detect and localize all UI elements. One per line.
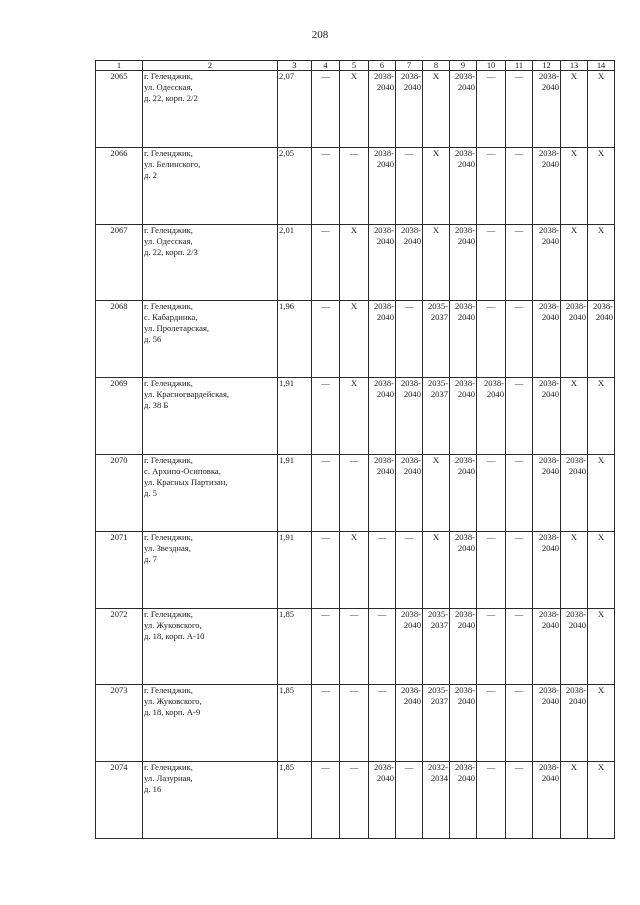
address-line: д. 38 Б <box>144 400 169 411</box>
address-cell <box>143 301 278 378</box>
area-cell: 1,91 <box>278 454 312 531</box>
address-cell <box>143 224 278 301</box>
address-line: д. 22, корп. 2/2 <box>144 93 198 103</box>
column-header: 13 <box>561 61 588 71</box>
schedule-cell: 2038- 2040 <box>450 454 477 531</box>
schedule-cell: 2035- 2037 <box>423 378 450 455</box>
schedule-cell: 2035- 2037 <box>423 685 450 762</box>
schedule-cell: 2038- 2040 <box>533 71 561 148</box>
schedule-cell: — <box>506 531 533 608</box>
schedule-cell: 2038- 2040 <box>396 378 423 455</box>
schedule-cell: — <box>312 685 340 762</box>
page-number: 208 <box>311 29 329 41</box>
area-cell: 1,85 <box>278 608 312 685</box>
schedule-cell: 2038- 2040 <box>588 301 615 378</box>
schedule-cell: 2038- 2040 <box>533 224 561 301</box>
schedule-cell: — <box>396 531 423 608</box>
area-cell: 1,85 <box>278 685 312 762</box>
address-line: д. 56 <box>144 334 162 345</box>
schedule-cell: 2038- 2040 <box>561 454 588 531</box>
schedule-cell: — <box>506 762 533 839</box>
schedule-cell: 2038- 2040 <box>533 301 561 378</box>
table-row <box>96 685 615 762</box>
address-line: ул. Красных Партизан, <box>144 476 228 487</box>
schedule-cell: X <box>423 224 450 301</box>
address-line: г. Геленджик, <box>144 301 193 312</box>
address-line: г. Геленджик, <box>144 531 193 542</box>
schedule-cell: 2038- 2040 <box>369 147 396 224</box>
schedule-cell: 2038- 2040 <box>533 685 561 762</box>
schedule-cell: X <box>588 762 615 839</box>
address-cell <box>143 147 278 224</box>
schedule-cell: 2038- 2040 <box>533 531 561 608</box>
address-line: д. 22, корп. 2/3 <box>144 246 198 257</box>
schedule-cell: — <box>312 378 340 455</box>
column-header: 6 <box>369 61 396 71</box>
schedule-cell: 2038- 2040 <box>450 71 477 148</box>
schedule-cell: 2038- 2040 <box>396 224 423 301</box>
schedule-cell: — <box>396 762 423 839</box>
address-line: г. Геленджик, <box>144 762 193 773</box>
column-header: 2 <box>143 61 278 71</box>
address-line: ул. Белинского, <box>144 158 201 169</box>
schedule-cell: — <box>312 531 340 608</box>
table-row <box>96 147 615 224</box>
column-header: 7 <box>396 61 423 71</box>
schedule-cell: 2038- 2040 <box>533 608 561 685</box>
schedule-cell: — <box>340 608 369 685</box>
address-cell <box>143 608 278 685</box>
schedule-cell: X <box>561 147 588 224</box>
table-row <box>96 531 615 608</box>
schedule-cell: — <box>506 71 533 148</box>
schedule-cell: 2038- 2040 <box>450 608 477 685</box>
schedule-cell: X <box>588 685 615 762</box>
schedule-cell: 2038- 2040 <box>450 224 477 301</box>
address-line: ул. Жуковского, <box>144 619 202 630</box>
schedule-cell: — <box>312 147 340 224</box>
schedule-cell: X <box>340 224 369 301</box>
schedule-cell: 2032- 2034 <box>423 762 450 839</box>
schedule-cell: — <box>340 454 369 531</box>
column-header: 3 <box>278 61 312 71</box>
address-cell <box>143 531 278 608</box>
row-number-cell: 2073 <box>96 685 143 762</box>
schedule-cell: — <box>506 147 533 224</box>
schedule-cell: — <box>506 224 533 301</box>
address-line: д. 5 <box>144 487 157 498</box>
schedule-cell: X <box>340 71 369 148</box>
address-line: г. Геленджик, <box>144 685 193 696</box>
schedule-cell: 2038- 2040 <box>450 378 477 455</box>
column-number-header-row <box>96 61 615 71</box>
address-cell <box>143 685 278 762</box>
schedule-cell: X <box>423 71 450 148</box>
capital-repair-schedule-table <box>95 60 615 839</box>
address-line: ул. Звездная, <box>144 542 191 553</box>
address-line: д. 2 <box>144 169 157 180</box>
column-header: 12 <box>533 61 561 71</box>
schedule-cell: X <box>588 71 615 148</box>
area-cell: 1,91 <box>278 378 312 455</box>
row-number-cell: 2065 <box>96 71 143 148</box>
schedule-cell: — <box>506 608 533 685</box>
schedule-cell: — <box>477 301 506 378</box>
address-line: д. 18, корп. А-10 <box>144 630 205 641</box>
column-header: 9 <box>450 61 477 71</box>
address-line: с. Архипо-Осиповка, <box>144 465 221 476</box>
schedule-cell: 2038- 2040 <box>533 762 561 839</box>
schedule-cell: — <box>477 762 506 839</box>
area-cell: 1,96 <box>278 301 312 378</box>
schedule-cell: — <box>312 224 340 301</box>
table-row <box>96 301 615 378</box>
schedule-cell: X <box>561 71 588 148</box>
schedule-cell: — <box>477 224 506 301</box>
schedule-cell: — <box>477 608 506 685</box>
schedule-cell: 2038- 2040 <box>396 685 423 762</box>
schedule-cell: 2038- 2040 <box>561 301 588 378</box>
table-row <box>96 71 615 148</box>
column-header: 11 <box>506 61 533 71</box>
row-number-cell: 2074 <box>96 762 143 839</box>
schedule-cell: X <box>423 531 450 608</box>
schedule-cell: — <box>396 301 423 378</box>
schedule-cell: 2038- 2040 <box>369 762 396 839</box>
schedule-cell: X <box>588 531 615 608</box>
schedule-cell: X <box>423 147 450 224</box>
schedule-cell: 2038- 2040 <box>533 147 561 224</box>
schedule-cell: 2038- 2040 <box>450 685 477 762</box>
schedule-cell: X <box>588 378 615 455</box>
schedule-cell: 2038- 2040 <box>450 147 477 224</box>
row-number-cell: 2070 <box>96 454 143 531</box>
address-line: г. Геленджик, <box>144 224 193 235</box>
area-cell: 2,05 <box>278 147 312 224</box>
schedule-cell: — <box>340 685 369 762</box>
schedule-cell: — <box>312 608 340 685</box>
column-header: 10 <box>477 61 506 71</box>
schedule-cell: — <box>369 685 396 762</box>
address-cell <box>143 454 278 531</box>
address-line: д. 18, корп. А-9 <box>144 707 201 718</box>
schedule-cell: 2035- 2037 <box>423 301 450 378</box>
schedule-cell: X <box>340 531 369 608</box>
schedule-cell: 2038- 2040 <box>533 378 561 455</box>
schedule-cell: X <box>588 608 615 685</box>
address-line: ул. Жуковского, <box>144 696 202 707</box>
schedule-cell: 2038- 2040 <box>477 378 506 455</box>
schedule-cell: X <box>340 378 369 455</box>
address-line: д. 16 <box>144 784 162 795</box>
schedule-cell: — <box>396 147 423 224</box>
area-cell: 2,01 <box>278 224 312 301</box>
schedule-cell: — <box>477 685 506 762</box>
address-line: ул. Одесская, <box>144 235 193 246</box>
schedule-cell: X <box>340 301 369 378</box>
address-line: г. Геленджик, <box>144 71 193 81</box>
table-body <box>96 71 615 839</box>
address-cell <box>143 71 278 148</box>
schedule-cell: — <box>477 147 506 224</box>
address-line: ул. Красногвардейская, <box>144 389 230 400</box>
schedule-cell: 2038- 2040 <box>561 608 588 685</box>
schedule-cell: — <box>477 531 506 608</box>
schedule-cell: 2038- 2040 <box>450 301 477 378</box>
schedule-cell: 2038- 2040 <box>396 71 423 148</box>
schedule-cell: — <box>312 71 340 148</box>
address-line: ул. Пролетарская, <box>144 323 210 334</box>
row-number-cell: 2068 <box>96 301 143 378</box>
schedule-cell: — <box>340 762 369 839</box>
schedule-cell: — <box>312 301 340 378</box>
row-number-cell: 2072 <box>96 608 143 685</box>
address-cell <box>143 378 278 455</box>
row-number-cell: 2069 <box>96 378 143 455</box>
schedule-cell: — <box>312 762 340 839</box>
column-header: 5 <box>340 61 369 71</box>
address-cell <box>143 762 278 839</box>
address-line: г. Геленджик, <box>144 147 193 158</box>
schedule-cell: — <box>506 454 533 531</box>
schedule-cell: — <box>477 454 506 531</box>
column-header: 14 <box>588 61 615 71</box>
schedule-cell: — <box>506 301 533 378</box>
area-cell: 1,85 <box>278 762 312 839</box>
schedule-cell: X <box>423 454 450 531</box>
area-cell: 2,07 <box>278 71 312 148</box>
area-cell: 1,91 <box>278 531 312 608</box>
column-header: 4 <box>312 61 340 71</box>
schedule-cell: 2038- 2040 <box>369 224 396 301</box>
schedule-cell: 2038- 2040 <box>369 454 396 531</box>
row-number-cell: 2071 <box>96 531 143 608</box>
schedule-cell: — <box>477 71 506 148</box>
schedule-cell: — <box>369 531 396 608</box>
schedule-cell: 2038- 2040 <box>369 301 396 378</box>
schedule-cell: — <box>340 147 369 224</box>
schedule-cell: 2038- 2040 <box>561 685 588 762</box>
schedule-cell: X <box>561 378 588 455</box>
schedule-cell: — <box>506 378 533 455</box>
schedule-cell: — <box>312 454 340 531</box>
address-line: г. Геленджик, <box>144 378 193 389</box>
address-line: ул. Лазурная, <box>144 773 193 784</box>
schedule-cell: — <box>369 608 396 685</box>
schedule-cell: 2038- 2040 <box>450 531 477 608</box>
schedule-cell: 2038- 2040 <box>396 608 423 685</box>
schedule-cell: X <box>588 147 615 224</box>
schedule-cell: 2038- 2040 <box>396 454 423 531</box>
row-number-cell: 2066 <box>96 147 143 224</box>
schedule-cell: X <box>561 762 588 839</box>
schedule-cell: — <box>506 685 533 762</box>
table-row <box>96 224 615 301</box>
table-row <box>96 762 615 839</box>
column-header: 1 <box>96 61 143 71</box>
table-row <box>96 454 615 531</box>
row-number-cell: 2067 <box>96 224 143 301</box>
schedule-cell: 2038- 2040 <box>450 762 477 839</box>
address-line: г. Геленджик, <box>144 454 193 465</box>
schedule-cell: 2038- 2040 <box>533 454 561 531</box>
schedule-cell: 2038- 2040 <box>369 378 396 455</box>
address-line: г. Геленджик, <box>144 608 193 619</box>
address-line: ул. Одесская, <box>144 82 193 92</box>
schedule-cell: 2038- 2040 <box>369 71 396 148</box>
schedule-cell: X <box>561 224 588 301</box>
column-header: 8 <box>423 61 450 71</box>
schedule-cell: 2035- 2037 <box>423 608 450 685</box>
address-line: с. Кабардинка, <box>144 312 198 323</box>
table-row <box>96 378 615 455</box>
schedule-cell: X <box>588 224 615 301</box>
schedule-cell: X <box>561 531 588 608</box>
table-row <box>96 608 615 685</box>
address-line: д. 7 <box>144 553 157 564</box>
schedule-cell: X <box>588 454 615 531</box>
